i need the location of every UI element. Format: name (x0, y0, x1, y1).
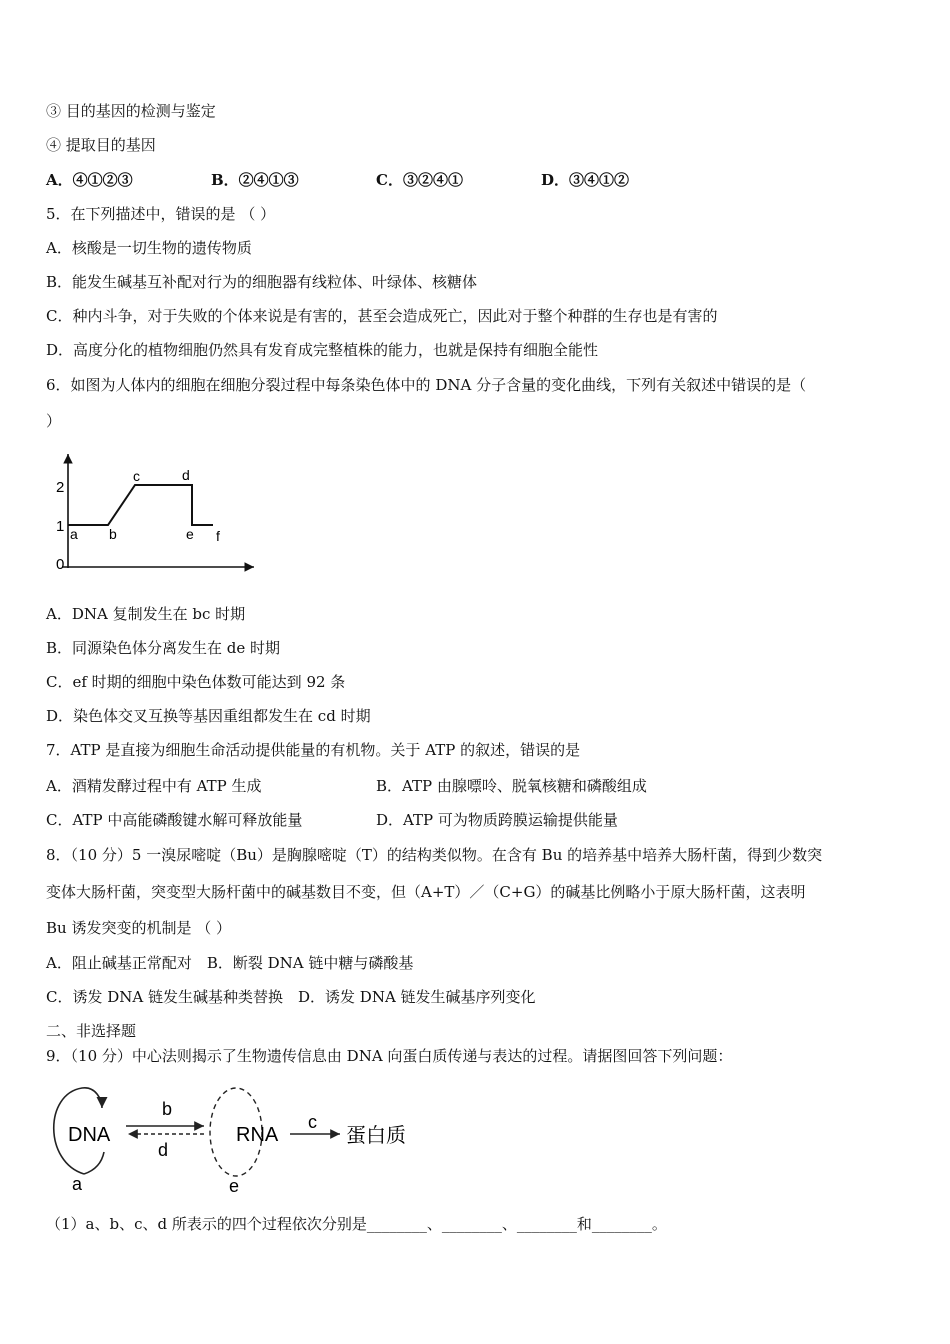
q8-stem-1: 8．（10 分）5 一溴尿嘧啶（Bu）是胸腺嘧啶（T）的结构类似物。在含有 Bu 的培养基中培养大肠杆菌，得到少数突 (46, 846, 823, 864)
label-b: b (162, 1099, 173, 1119)
dna-curve (68, 485, 213, 525)
q7-option-d: D．ATP 可为物质跨膜运输提供能量 (376, 811, 618, 829)
point-c: c (133, 468, 140, 484)
q7-option-a: A．酒精发酵过程中有 ATP 生成 (46, 777, 262, 795)
label-e: e (229, 1176, 240, 1196)
q6-option-d: D．染色体交叉互换等基因重组都发生在 cd 时期 (46, 707, 371, 725)
q4-option-b: B．②④①③ (211, 171, 299, 189)
label-d: d (158, 1140, 169, 1160)
section-heading: 二、非选择题 (46, 1022, 137, 1040)
q7-option-b: B．ATP 由腺嘌呤、脱氧核糖和磷酸组成 (376, 777, 647, 795)
q5-stem: 5．在下列描述中，错误的是 （ ） (46, 205, 276, 223)
point-f: f (216, 528, 220, 544)
dna-label: DNA (68, 1124, 111, 1146)
line-step4: ④ 提取目的基因 (46, 136, 156, 154)
q4-option-d: D．③④①② (541, 171, 630, 189)
q8-stem-2: 变体大肠杆菌，突变型大肠杆菌中的碱基数目不变，但（A+T）／（C+G）的碱基比例略小于原大肠杆菌，这表明 (46, 883, 806, 901)
label-a: a (72, 1174, 83, 1194)
label-c: c (308, 1112, 317, 1132)
y-tick-2: 2 (56, 479, 65, 496)
line-step3: ③ 目的基因的检测与鉴定 (46, 102, 216, 120)
q4-option-c: C．③②④① (376, 171, 463, 189)
y-tick-0: 0 (56, 556, 65, 573)
q5-option-d: D．高度分化的植物细胞仍然具有发育成完整植株的能力，也就是保持有细胞全能性 (46, 341, 599, 359)
q6-option-c: C．ef 时期的细胞中染色体数可能达到 92 条 (46, 673, 346, 691)
point-b: b (109, 526, 117, 542)
q5-option-b: B．能发生碱基互补配对行为的细胞器有线粒体、叶绿体、核糖体 (46, 273, 478, 291)
q7-option-c: C．ATP 中高能磷酸键水解可释放能量 (46, 811, 303, 829)
protein-label: 蛋白质 (346, 1125, 406, 1147)
q9-stem: 9．（10 分）中心法则揭示了生物遗传信息由 DNA 向蛋白质传递与表达的过程。请据图回答下列问题： (46, 1047, 733, 1065)
q8-options-ab: A．阻止碱基正常配对 B．断裂 DNA 链中糖与磷酸基 (46, 954, 414, 972)
rna-label: RNA (236, 1124, 279, 1146)
dna-content-graph (48, 448, 263, 578)
q6-stem-2: ） (46, 412, 62, 430)
q4-option-a: A．④①②③ (46, 171, 133, 189)
q6-option-a: A．DNA 复制发生在 bc 时期 (46, 605, 246, 623)
q8-stem-3: Bu 诱发突变的机制是 （ ） (46, 919, 231, 937)
central-dogma-diagram (44, 1082, 444, 1202)
q6-stem-1: 6．如图为人体内的细胞在细胞分裂过程中每条染色体中的 DNA 分子含量的变化曲线，下列有关叙述中错误的是（ (46, 376, 807, 394)
q6-option-b: B．同源染色体分离发生在 de 时期 (46, 639, 281, 657)
q5-option-c: C．种内斗争，对于失败的个体来说是有害的，甚至会造成死亡，因此对于整个种群的生存也是有害的 (46, 307, 718, 325)
q9-subquestion-1: （1）a、b、c、d 所表示的四个过程依次分别是________、________、________和________。 (46, 1215, 667, 1233)
q8-options-cd: C．诱发 DNA 链发生碱基种类替换 D．诱发 DNA 链发生碱基序列变化 (46, 988, 536, 1006)
q7-stem: 7．ATP 是直接为细胞生命活动提供能量的有机物。关于 ATP 的叙述，错误的是 (46, 741, 581, 759)
point-d: d (182, 467, 190, 483)
point-a: a (70, 526, 78, 542)
q5-option-a: A．核酸是一切生物的遗传物质 (46, 239, 252, 257)
point-e: e (186, 526, 194, 542)
y-tick-1: 1 (56, 518, 65, 535)
